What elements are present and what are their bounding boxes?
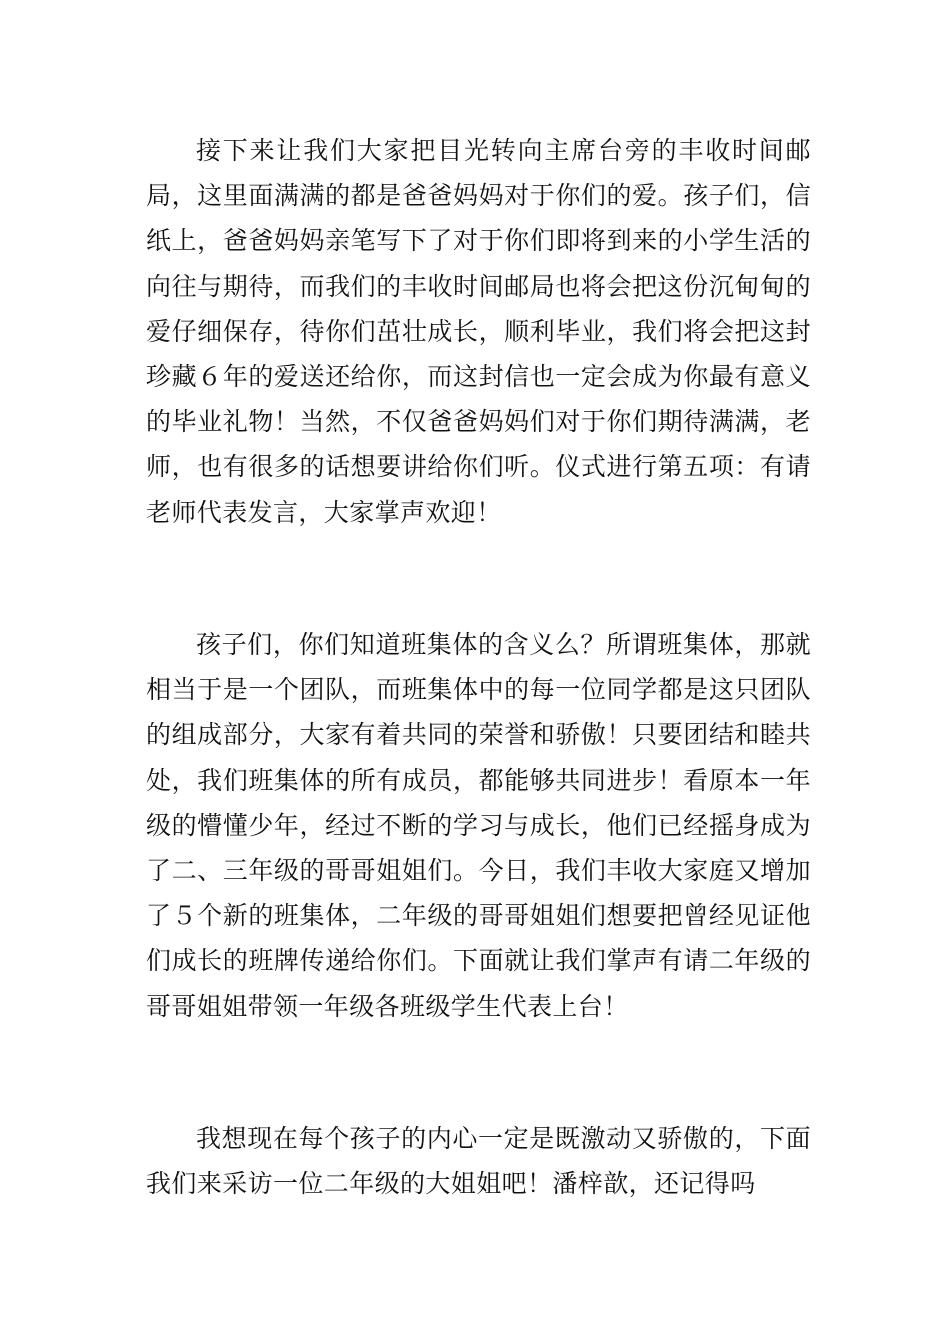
paragraph-time-post-office: 接下来让我们大家把目光转向主席台旁的丰收时间邮局，这里面满满的都是爸爸妈妈对于你们的爱。孩子们，信纸上，爸爸妈妈亲笔写下了对于你们即将到来的小学生活的向往与期待，而我们的丰收时间邮局也将会把这份沉甸甸的爱仔细保存，待你们茁壮成长，顺利毕业，我们将会把这封珍藏６年的爱送还给你，而这封信也一定会成为你最有意义的毕业礼物！当然，不仅爸爸妈妈们对于你们期待满满，老师，也有很多的话想要讲给你们听。仪式进行第五项：有请老师代表发言，大家掌声欢迎！ xyxy=(146,136,811,527)
paragraph-interview: 我想现在每个孩子的内心一定是既激动又骄傲的，下面我们来采访一位二年级的大姐姐吧！潘梓歆，还记得吗 xyxy=(146,1124,811,1199)
paragraph-class-collective: 孩子们，你们知道班集体的含义么？所谓班集体，那就相当于是一个团队，而班集体中的每一位同学都是这只团队的组成部分，大家有着共同的荣誉和骄傲！只要团结和睦共处，我们班集体的所有成员，都能够共同进步！看原本一年级的懵懂少年，经过不断的学习与成长，他们已经摇身成为了二、三年级的哥哥姐姐们。今日，我们丰收大家庭又增加了５个新的班集体，二年级的哥哥姐姐们想要把曾经见证他们成长的班牌传递给你们。下面就让我们掌声有请二年级的哥哥姐姐带领一年级各班级学生代表上台！ xyxy=(146,630,811,1021)
